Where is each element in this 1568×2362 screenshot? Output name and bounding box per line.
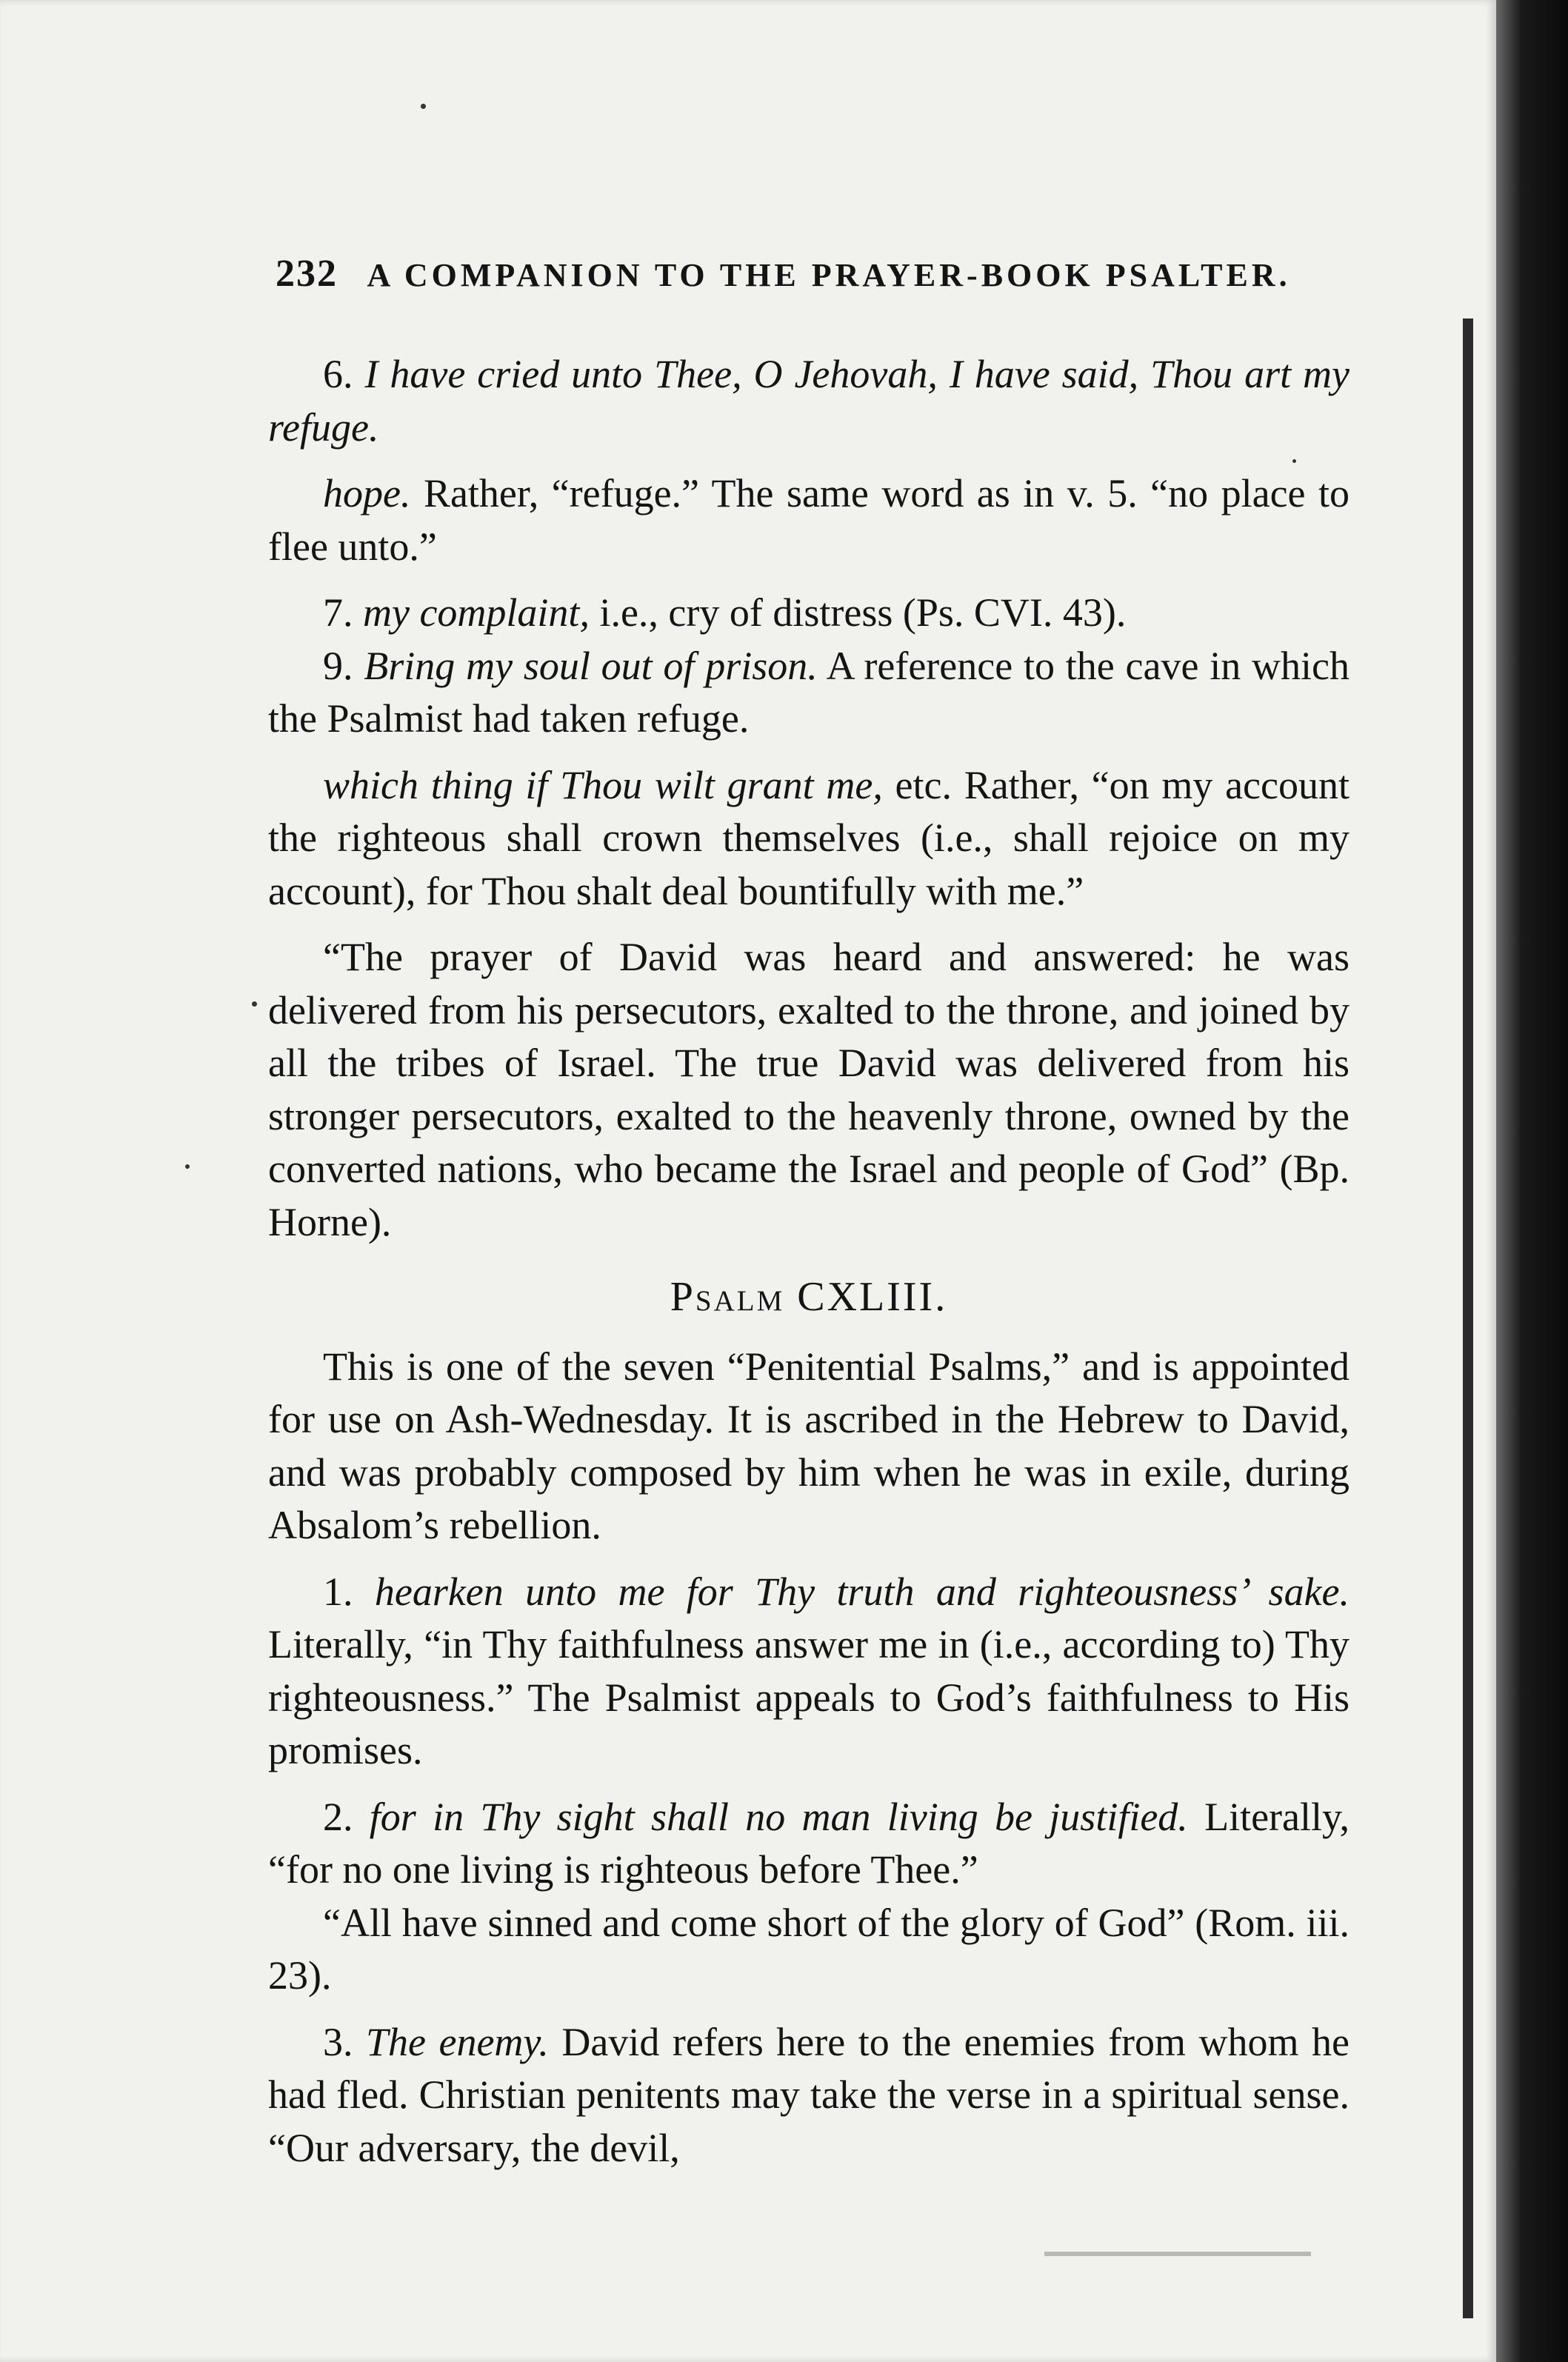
commentary: Literally, “in Thy faithfulness answer me in (i.e., according to) Thy righteousness.” The Psalmist appeals to God’s faithfulness to His promises. xyxy=(268,1622,1350,1772)
introduction: This is one of the seven “Penitential Psalms,” and is appointed for use on Ash-Wednesday. It is ascribed in the Hebrew to David, and was probably composed by him when he was in exile, during Absalom’s rebellion. xyxy=(268,1344,1350,1547)
verse-quote: my complaint, xyxy=(363,590,590,635)
paragraph xyxy=(268,640,1350,746)
paragraph xyxy=(268,1566,1350,1778)
paragraph xyxy=(268,2016,1350,2175)
quotation: “The prayer of David was heard and answered: he was delivered from his persecutors, exalted to the throne, and joined by all the tribes of Israel. The true David was delivered from his stronger persecutors, exalted to the heavenly throne, owned by the converted nations, who became the Israel and people of God” (Bp. Horne). xyxy=(268,935,1350,1244)
paragraph xyxy=(268,931,1350,1249)
paragraph xyxy=(268,1897,1350,2003)
page-edge-strip xyxy=(1463,318,1473,2318)
speck xyxy=(252,1001,257,1007)
verse-number: 9. xyxy=(323,643,353,688)
page-number: 232 xyxy=(276,253,338,295)
verse-quote: hearken unto me for Thy truth and righteousness’ sake. xyxy=(374,1569,1350,1614)
paragraph xyxy=(268,1791,1350,1897)
scan-artifact-line xyxy=(1044,2252,1311,2256)
verse-quote: hope. xyxy=(323,471,411,516)
paragraph xyxy=(268,1341,1350,1552)
commentary: Rather, “refuge.” The same word as in v. 5. “no place to flee unto.” xyxy=(268,471,1350,569)
body-text xyxy=(268,348,1350,2175)
speck xyxy=(421,104,426,109)
verse-number: 2. xyxy=(323,1794,353,1839)
speck xyxy=(1292,459,1296,463)
verse-number: 6. xyxy=(323,352,353,396)
running-title: A COMPANION TO THE PRAYER-BOOK PSALTER. xyxy=(367,257,1291,293)
paragraph xyxy=(268,348,1350,454)
paragraph xyxy=(268,759,1350,918)
page-edge-shadow xyxy=(1496,0,1568,2362)
speck xyxy=(185,1164,190,1169)
verse-quote: I have cried unto Thee, O Jehovah, I have said, Thou art my refuge. xyxy=(268,352,1350,450)
verse-number: 3. xyxy=(323,2019,353,2064)
verse-number: 1. xyxy=(323,1569,353,1614)
commentary: i.e., cry of distress (Ps. CVI. 43). xyxy=(589,590,1127,635)
commentary: A reference to the cave in which the Psalmist had taken refuge. xyxy=(268,643,1350,741)
verse-quote: Bring my soul out of prison. xyxy=(364,643,818,688)
running-header xyxy=(276,252,1312,296)
commentary: etc. Rather, “on my account the righteous shall crown themselves (i.e., shall rejoice on my account), for Thou shalt deal bountifully with me.” xyxy=(268,762,1350,913)
verse-quote: which thing if Thou wilt grant me, xyxy=(323,762,883,807)
commentary: Literally, “for no one living is righteous before Thee.” xyxy=(268,1794,1350,1892)
verse-quote: The enemy. xyxy=(366,2019,549,2064)
verse-number: 7. xyxy=(323,590,353,635)
quotation: “All have sinned and come short of the glory of God” (Rom. iii. 23). xyxy=(268,1900,1350,1998)
commentary: David refers here to the enemies from whom he had fled. Christian penitents may take the verse in a spiritual sense. “Our adversary, the devil, xyxy=(268,2019,1350,2170)
paragraph xyxy=(268,587,1350,640)
verse-quote: for in Thy sight shall no man living be justified. xyxy=(369,1794,1188,1839)
psalm-heading: Psalm CXLIII. xyxy=(670,1274,948,1320)
paragraph xyxy=(268,467,1350,573)
